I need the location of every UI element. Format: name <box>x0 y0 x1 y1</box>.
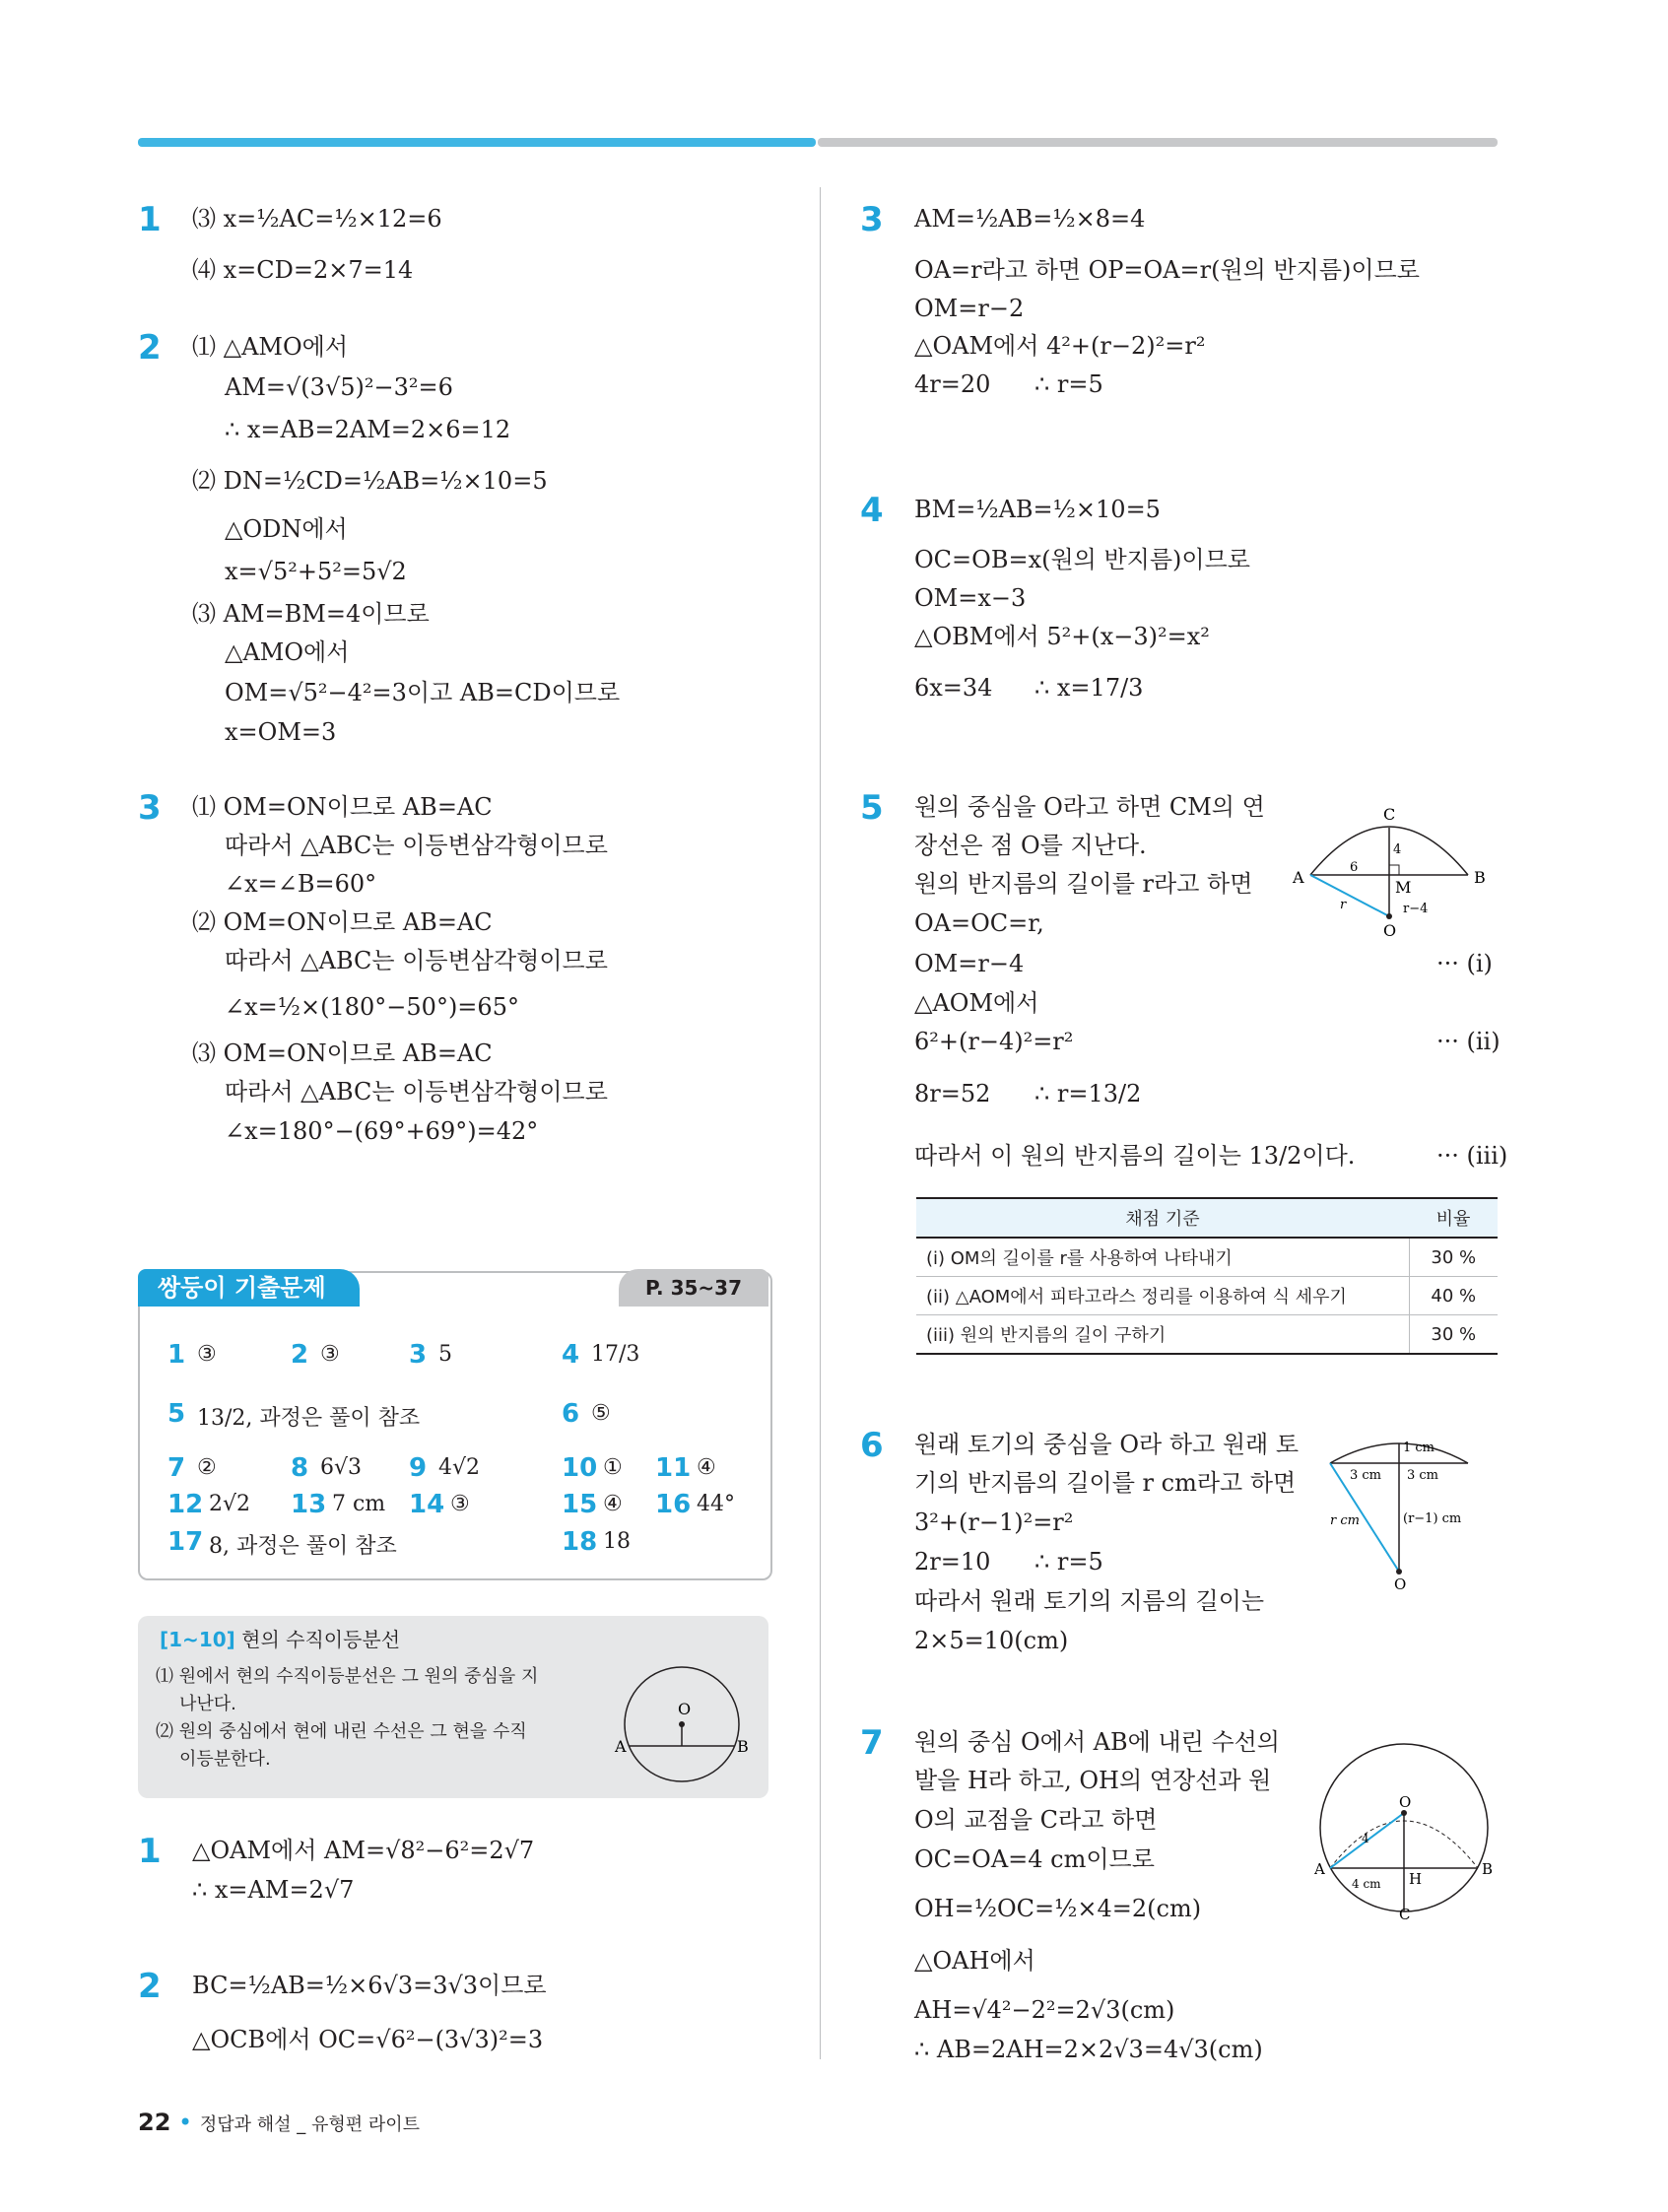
solution-line: 6x=34 <box>914 674 993 702</box>
answer-value: 2√2 <box>209 1492 251 1516</box>
solution-line: OA=r라고 하면 OP=OA=r(원의 반지름)이므로 <box>914 256 1420 284</box>
header-bar-right <box>818 138 1498 147</box>
header-bar-left <box>138 138 816 147</box>
solution-line: O의 교점을 C라고 하면 <box>914 1806 1158 1834</box>
fig-label: 6 <box>1350 860 1359 875</box>
fig-label: O <box>1383 921 1397 936</box>
solution-line: 4r=20 <box>914 370 991 398</box>
fig-label: A <box>1314 1860 1325 1878</box>
solution-line: OH=½OC=½×4=2(cm) <box>914 1895 1202 1922</box>
fig-label: B <box>1474 868 1486 887</box>
solution-line: OC=OB=x(원의 반지름)이므로 <box>914 546 1250 573</box>
note-title: 현의 수직이등분선 <box>241 1628 401 1651</box>
solution-line: ∴ x=17/3 <box>1034 674 1144 702</box>
answer-number: 18 <box>562 1527 598 1557</box>
solution-line: 2r=10 <box>914 1548 991 1575</box>
step-marker: ··· (ii) <box>1436 1028 1501 1055</box>
solution-line: 원래 토기의 중심을 O라 하고 원래 토 <box>914 1431 1300 1458</box>
answer-value: 7 cm <box>332 1492 386 1516</box>
solution-line: OC=OA=4 cm이므로 <box>914 1845 1155 1873</box>
answer-number: 14 <box>409 1490 445 1519</box>
answer-number: 7 <box>167 1453 186 1483</box>
fig-label: 3 cm <box>1350 1468 1382 1483</box>
note-circle-figure <box>613 1657 751 1785</box>
step-marker: ··· (iii) <box>1436 1142 1508 1170</box>
solution-line: BM=½AB=½×10=5 <box>914 496 1161 523</box>
answer-number: 12 <box>167 1490 204 1519</box>
solution-line: 원의 반지름의 길이를 r라고 하면 <box>914 870 1253 898</box>
solution-line: 따라서 △ABC는 이등변삼각형이므로 <box>225 947 608 974</box>
page-number: 22 <box>138 2109 171 2136</box>
grading-table <box>916 1197 1498 1355</box>
solution-line: AM=√(3√5)²−3²=6 <box>225 373 453 401</box>
solution-line: OM=r−2 <box>914 295 1025 322</box>
answer-value: ③ <box>450 1492 470 1516</box>
solution-line: OM=√5²−4²=3이고 AB=CD이므로 <box>225 679 621 706</box>
solution-line: x=√5²+5²=5√2 <box>225 558 407 585</box>
solution-line: 발을 H라 하고, OH의 연장선과 원 <box>914 1767 1272 1794</box>
solution-line: AH=√4²−2²=2√3(cm) <box>914 1996 1175 2024</box>
solution-line: △OAM에서 4²+(r−2)²=r² <box>914 332 1206 360</box>
solution-line: △OAM에서 AM=√8²−6²=2√7 <box>192 1837 535 1864</box>
problem-number: 3 <box>138 788 162 828</box>
solution-line: ⑴ OM=ON이므로 AB=AC <box>192 793 493 821</box>
fig-label: O <box>678 1700 692 1718</box>
table-header: 비율 <box>1409 1198 1498 1238</box>
answer-number: 13 <box>291 1490 327 1519</box>
solution-line: 따라서 △ABC는 이등변삼각형이므로 <box>225 832 608 859</box>
table-cell: (i) OM의 길이를 r를 사용하여 나타내기 <box>916 1238 1409 1277</box>
solution-line: ⑵ OM=ON이므로 AB=AC <box>192 908 493 936</box>
answer-number: 3 <box>409 1340 428 1370</box>
answer-number: 6 <box>562 1399 580 1429</box>
solution-line: 원의 중심 O에서 AB에 내린 수선의 <box>914 1728 1280 1756</box>
table-cell: 30 % <box>1409 1238 1498 1277</box>
solution-line: OM=r−4 <box>914 950 1025 977</box>
solution-line: ∴ r=13/2 <box>1034 1080 1142 1107</box>
answer-value: 5 <box>438 1342 452 1367</box>
answer-number: 2 <box>291 1340 309 1370</box>
answer-number: 15 <box>562 1490 598 1519</box>
note-line: ⑴ 원에서 현의 수직이등분선은 그 원의 중심을 지 <box>156 1666 539 1687</box>
answer-number: 11 <box>655 1453 692 1483</box>
solution-line: ∠x=180°−(69°+69°)=42° <box>225 1117 539 1145</box>
solution-line: 6²+(r−4)²=r² <box>914 1028 1074 1055</box>
step-marker: ··· (i) <box>1436 950 1493 977</box>
answer-value: 6√3 <box>320 1455 363 1480</box>
solution-line: 기의 반지름의 길이를 r cm라고 하면 <box>914 1469 1297 1497</box>
problem-number: 2 <box>138 328 162 368</box>
problem-number: 3 <box>860 200 884 239</box>
answer-value: 8, 과정은 풀이 참조 <box>209 1534 397 1559</box>
answer-number: 4 <box>562 1340 580 1370</box>
solution-line: 따라서 △ABC는 이등변삼각형이므로 <box>225 1078 608 1106</box>
problem-number: 1 <box>138 200 162 239</box>
answer-number: 5 <box>167 1399 186 1429</box>
answer-value: 44° <box>697 1492 735 1516</box>
answer-value: 4√2 <box>438 1455 481 1480</box>
answer-value: ④ <box>697 1455 716 1480</box>
circle-fold-figure-7 <box>1310 1734 1498 1921</box>
pottery-figure-6 <box>1320 1434 1498 1591</box>
fig-label: r cm <box>1330 1513 1360 1528</box>
table-cell: 30 % <box>1409 1315 1498 1355</box>
fig-label: (r−1) cm <box>1403 1511 1462 1526</box>
fig-label: O <box>1394 1575 1407 1591</box>
table-cell: (iii) 원의 반지름의 길이 구하기 <box>916 1315 1409 1355</box>
answer-number: 8 <box>291 1453 309 1483</box>
fig-label: 4 <box>1362 1832 1369 1845</box>
solution-line: 2×5=10(cm) <box>914 1627 1069 1654</box>
problem-number: 1 <box>138 1832 162 1871</box>
solution-line: ∴ r=5 <box>1034 1548 1103 1575</box>
note-line: ⑵ 원의 중심에서 현에 내린 수선은 그 현을 수직 <box>156 1721 527 1742</box>
solution-line: 장선은 점 O를 지난다. <box>914 832 1147 859</box>
fig-label: B <box>1482 1860 1494 1878</box>
twin-box-pages: P. 35~37 <box>619 1269 768 1307</box>
problem-number: 4 <box>860 491 884 530</box>
answer-value: 13/2, 과정은 풀이 참조 <box>197 1406 421 1431</box>
solution-line: 따라서 이 원의 반지름의 길이는 13/2이다. <box>914 1142 1356 1170</box>
solution-line: ⑶ x=½AC=½×12=6 <box>192 205 442 233</box>
answer-value: ① <box>603 1455 623 1480</box>
solution-line: ⑶ OM=ON이므로 AB=AC <box>192 1039 493 1067</box>
fig-label: M <box>1395 878 1412 897</box>
solution-line: 8r=52 <box>914 1080 991 1107</box>
solution-line: OA=OC=r, <box>914 909 1044 937</box>
solution-line: △OAH에서 <box>914 1947 1035 1975</box>
circle-arc-figure-5 <box>1291 798 1498 936</box>
table-header: 채점 기준 <box>916 1198 1409 1238</box>
solution-line: ⑶ AM=BM=4이므로 <box>192 600 430 628</box>
twin-box-title: 쌍둥이 기출문제 <box>138 1269 360 1307</box>
answer-value: 18 <box>603 1529 631 1554</box>
solution-line: BC=½AB=½×6√3=3√3이므로 <box>192 1972 547 1999</box>
answer-value: ③ <box>197 1342 217 1367</box>
fig-label: B <box>737 1737 749 1756</box>
problem-number: 2 <box>138 1967 162 2006</box>
solution-line: ∠x=∠B=60° <box>225 870 377 898</box>
solution-line: AM=½AB=½×8=4 <box>914 205 1146 233</box>
answer-value: ⑤ <box>591 1401 611 1426</box>
footer-text: 정답과 해설 _ 유형편 라이트 <box>199 2114 420 2135</box>
solution-line: △OBM에서 5²+(x−3)²=x² <box>914 623 1210 650</box>
fig-label: 4 <box>1393 842 1402 857</box>
solution-line: ∴ x=AM=2√7 <box>192 1876 355 1904</box>
answer-value: ② <box>197 1455 217 1480</box>
fig-label: 3 cm <box>1407 1468 1439 1483</box>
note-line: 나난다. <box>179 1694 236 1714</box>
solution-line: 원의 중심을 O라고 하면 CM의 연 <box>914 793 1265 821</box>
solution-line: ∴ AB=2AH=2×2√3=4√3(cm) <box>914 2036 1263 2063</box>
answer-number: 10 <box>562 1453 598 1483</box>
answer-number: 9 <box>409 1453 428 1483</box>
note-tag: [1~10] <box>160 1628 235 1651</box>
column-divider <box>820 187 821 2059</box>
fig-label: 1 cm <box>1403 1441 1435 1455</box>
answer-number: 1 <box>167 1340 186 1370</box>
answer-value: ③ <box>320 1342 340 1367</box>
answer-value: ④ <box>603 1492 623 1516</box>
table-cell: (ii) △AOM에서 피타고라스 정리를 이용하여 식 세우기 <box>916 1277 1409 1315</box>
solution-line: ⑴ △AMO에서 <box>192 333 349 361</box>
solution-line: OM=x−3 <box>914 584 1027 612</box>
fig-label: O <box>1399 1793 1412 1811</box>
solution-line: △ODN에서 <box>225 515 348 543</box>
solution-line: △AOM에서 <box>914 989 1039 1017</box>
solution-line: △AMO에서 <box>225 638 350 666</box>
solution-line: ⑷ x=CD=2×7=14 <box>192 256 414 284</box>
problem-number: 5 <box>860 788 884 828</box>
answer-number: 17 <box>167 1527 204 1557</box>
solution-line: ∴ x=AB=2AM=2×6=12 <box>225 416 511 443</box>
note-line: 이등분한다. <box>179 1749 271 1770</box>
problem-number: 6 <box>860 1426 884 1465</box>
answer-value: 17/3 <box>591 1342 640 1367</box>
table-cell: 40 % <box>1409 1277 1498 1315</box>
fig-label: r−4 <box>1403 902 1429 916</box>
fig-label: A <box>1293 868 1304 887</box>
solution-line: 따라서 원래 토기의 지름의 길이는 <box>914 1587 1265 1615</box>
fig-label: C <box>1383 805 1396 824</box>
solution-line: ∠x=½×(180°−50°)=65° <box>225 993 519 1021</box>
fig-label: r <box>1340 898 1347 912</box>
fig-label: 4 cm <box>1352 1877 1381 1891</box>
problem-number: 7 <box>860 1723 884 1763</box>
solution-line: ∴ r=5 <box>1034 370 1103 398</box>
fig-label: H <box>1409 1870 1423 1888</box>
fig-label: C <box>1399 1906 1411 1921</box>
fig-label: A <box>615 1737 627 1756</box>
solution-line: △OCB에서 OC=√6²−(3√3)²=3 <box>192 2026 544 2053</box>
solution-line: x=OM=3 <box>225 718 337 746</box>
solution-line: ⑵ DN=½CD=½AB=½×10=5 <box>192 467 548 495</box>
answer-number: 16 <box>655 1490 692 1519</box>
solution-line: 3²+(r−1)²=r² <box>914 1508 1074 1536</box>
